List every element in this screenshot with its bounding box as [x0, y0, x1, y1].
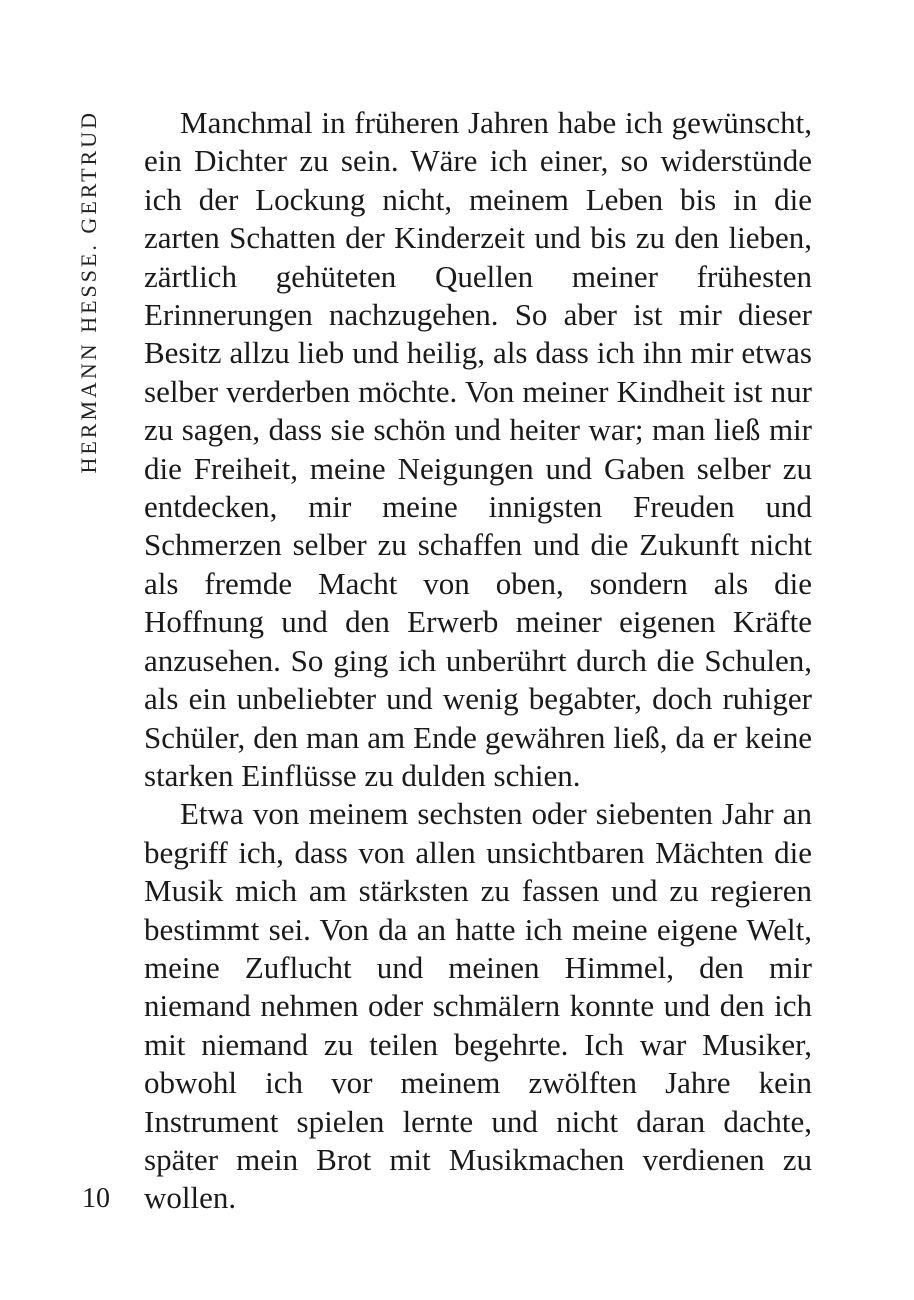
running-head: HERMANN HESSE. GERTRUD — [76, 110, 101, 474]
paragraph-1: Manchmal in früheren Jahren habe ich gewünscht, ein Dichter zu sein. Wäre ich einer, so widerstünde ich der Lockung nicht, meinem Leben bis in die zarten Schatten der Kinderzeit und bis zu den lieben, zärtlich gehüteten Quellen meiner frühesten Erinnerungen nachzugehen. So aber ist mir dieser Besitz allzu lieb und heilig, als dass ich ihn mir etwas selber verderben möchte. Von meiner Kindheit ist nur zu sagen, dass sie schön und heiter war; man ließ mir die Freiheit, meine Neigungen und Gaben selber zu entdecken, mir meine innigsten Freuden und Schmerzen selber zu schaffen und die Zukunft nicht als fremde Macht von oben, sondern als die Hoffnung und den Erwerb meiner eigenen Kräfte anzusehen. So ging ich unberührt durch die Schulen, als ein unbeliebter und wenig begabter, doch ruhiger Schüler, den man am Ende gewähren ließ, da er keine starken Einflüsse zu dulden schien. — [144, 105, 812, 793]
body-text — [144, 104, 812, 1218]
page-number: 10 — [82, 1183, 110, 1214]
paragraph-2: Etwa von meinem sechsten oder siebenten Jahr an begriff ich, dass von allen unsichtbaren Mächten die Musik mich am stärksten zu fassen und zu regieren bestimmt sei. Von da an hatte ich meine eigene Welt, meine Zuflucht und meinen Himmel, den mir niemand nehmen oder schmälern konnte und den ich mit niemand zu teilen begehrte. Ich war Musiker, obwohl ich vor meinem zwölften Jahre kein Instrument spielen lernte und nicht daran dachte, später mein Brot mit Musikmachen verdienen zu wollen. — [144, 796, 812, 1216]
